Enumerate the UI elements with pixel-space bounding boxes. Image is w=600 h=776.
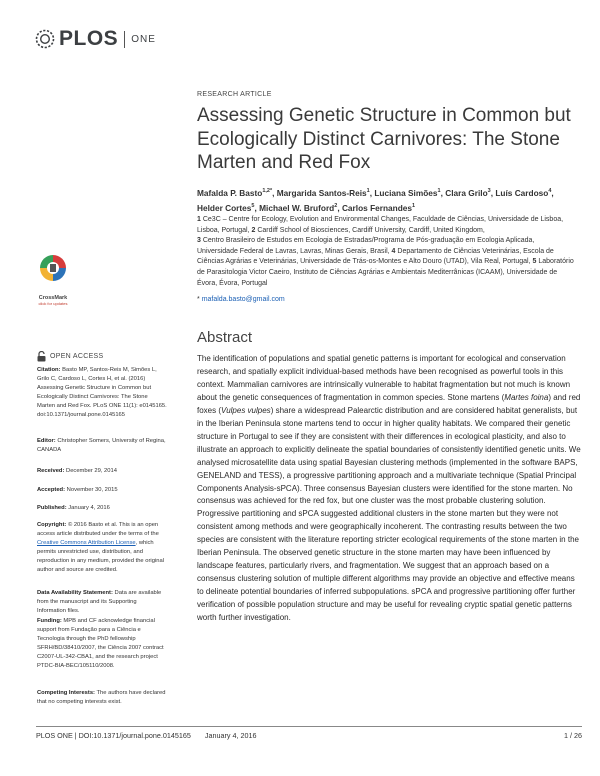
abstract-heading: Abstract (197, 329, 253, 346)
author: Luciana Simões$^1$ (374, 188, 441, 198)
copyright: Copyright: © 2016 Basto et al. This is an open access article distributed under the terms of the Creative Commons Attribution License, which permits unrestricted use, distribution, and reproduction in any medium, provided the original author and source are credited. (37, 522, 164, 573)
accepted-date: Accepted: November 30, 2015 (37, 487, 118, 493)
footer-divider (36, 726, 582, 727)
received-date: Received: December 29, 2014 (37, 468, 117, 474)
data-availability: Data Availability Statement: Data are available from the manuscript and its Supporting Information files. (37, 590, 162, 614)
crossmark-badge[interactable] (33, 253, 73, 306)
editor: Editor: Christopher Somers, University of Regina, CANADA (37, 438, 166, 453)
competing-interests: Competing Interests: The authors have declared that no competing interests exist. (37, 690, 166, 705)
plos-one-logo[interactable] (34, 27, 156, 51)
footer-journal-doi: PLOS ONE | DOI:10.1371/journal.pone.0145165 (36, 731, 191, 740)
abstract-body: The identification of populations and spatial genetic patterns is important for ecological and conservation research, and spatially explicit individual-based methods have been recognised as powerful tools in this context. Mammalian carnivores are intrinsically vulnerable to habitat fragmentation but not much is known about the genetic consequences of fragmentation in common species. Stone martens (Martes foina) and red foxes (Vulpes vulpes) share a widespread Palearctic distribution and are considered habitat generalists, but in the Iberian Peninsula stone martens tend to occur in higher quality habitats. We compared their genetic structure in Portugal to see if they are consistent with their differences in ecological plasticity, and also to illustrate an approach to explicitly delineate the spatial boundaries of consistently identified genetic units. We analysed microsatellite data using spatial Bayesian clustering methods (implemented in the software BAPS, GENELAND and TESS), a progressive partitioning approach and a multivariate technique (Spatial Principal Components Analysis-sPCA). Three consensus Bayesian clusters were identified for the stone marten. No consensus was achieved for the red fox, but one cluster was the most probable clustering solution. Progressive partitioning and sPCA suggested additional clusters in the stone marten but they were not consistent among methods and were geographically incoherent. The contrasting results between the two species are consistent with the literature reporting stricter ecological requirements of the stone marten in the Iberian Peninsula. The observed genetic structure in the stone marten may have been influenced by landscape features, particularly rivers, and fragmentation. We suggest that an approach based on a consensus clustering solution of multiple different algorithms may provide an objective and effective means to delineate potential boundaries of inferred subpopulations. sPCA and progressive partitioning offer further verification of possible population structure and may be useful for revealing cryptic spatial genetic patterns worth further investigation. (197, 354, 581, 623)
logo-divider (124, 31, 125, 48)
author: Clara Grilo$^3$ (445, 188, 491, 198)
footer-date: January 4, 2016 (204, 731, 257, 740)
page-number: 1 / 26 (564, 731, 582, 740)
email-link[interactable]: mafalda.basto@gmail.com (201, 296, 285, 303)
funding: Funding: MPB and CF acknowledge financial support from Fundação para a Ciência e Tecnologia through the PhD fellowship SFRH/BD/38410/2007, the Ciência 2007 contract C2007-UL-342-CBA1, and the research project PTDC-BIA-BEC/105110/2008. (37, 618, 164, 669)
citation: Citation: Basto MP, Santos-Reis M, Simões L, Grilo C, Cardoso L, Cortes H, et al. (2016) Assessing Genetic Structure in Common but Ecologically Distinct Carnivores: The Stone Marten and Red Fox. PLoS ONE 11(1): e0145165. doi:10.1371/journal.pone.0145165 (37, 367, 167, 418)
author: Mafalda P. Basto$^{1,2*}$ (197, 188, 273, 198)
article-type: RESEARCH ARTICLE (197, 91, 272, 98)
published-date: Published: January 4, 2016 (37, 505, 110, 511)
crossmark-sub: click for updates (38, 301, 68, 306)
crossmark-label: CrossMark (38, 295, 68, 301)
affiliations: 1 Ce3C – Centre for Ecology, Evolution and Environmental Changes, Faculdade de Ciências, Universidade de Lisboa, Lisboa, Portugal, 2 Cardiff School of Biosciences, Cardiff University, Cardiff, United Kingdom, 3 Centro Brasileiro de Estudos em Ecologia de Estradas/Programa de Pós-graduação em Ecologia Aplicada, Universidade Federal de Lavras, Lavras, Minas Gerais, Brasil, 4 Departamento de Ciências Veterinárias, Escola de Ciências Agrárias e Veterinárias, Universidade de Trás-os-Montes e Alto Douro (UTAD), Vila Real, Portugal, 5 Laboratório de Parasitologia Victor Caeiro, Instituto de Ciências Agrárias e Ambientais Mediterrânicas (ICAAM), Universidade de Évora, Évora, Portugal (197, 216, 574, 287)
article-title: Assessing Genetic Structure in Common but Ecologically Distinct Carnivores: The Stone Marten and Red Fox (197, 105, 571, 173)
author-list: Mafalda P. Basto$^{1,2*}$, Margarida Santos-Reis$^1$, Luciana Simões$^1$, Clara Grilo$^3$, Luís Cardoso$^4$, Helder Cortes$^5$, Michael W. Bruford$^2$, Carlos Fernandes$^1$ (197, 188, 554, 213)
open-lock-icon (37, 351, 46, 362)
logo-subtitle: ONE (131, 33, 156, 45)
author: Margarida Santos-Reis$^1$ (276, 188, 370, 198)
author: Luís Cardoso$^4$ (495, 188, 552, 198)
corresponding-email: * mafalda.basto@gmail.com (197, 296, 285, 303)
author: Michael W. Bruford$^2$ (259, 203, 338, 213)
crossmark-icon (38, 253, 68, 289)
open-access-badge (37, 351, 103, 362)
logo-text: PLOS (59, 27, 119, 50)
author: Carlos Fernandes$^1$ (341, 203, 416, 213)
author: Helder Cortes$^5$ (197, 203, 255, 213)
footer-citation (36, 731, 256, 740)
plos-logo-icon (34, 28, 56, 50)
open-access-label: OPEN ACCESS (50, 353, 104, 360)
license-link[interactable]: Creative Commons Attribution License (37, 540, 136, 546)
